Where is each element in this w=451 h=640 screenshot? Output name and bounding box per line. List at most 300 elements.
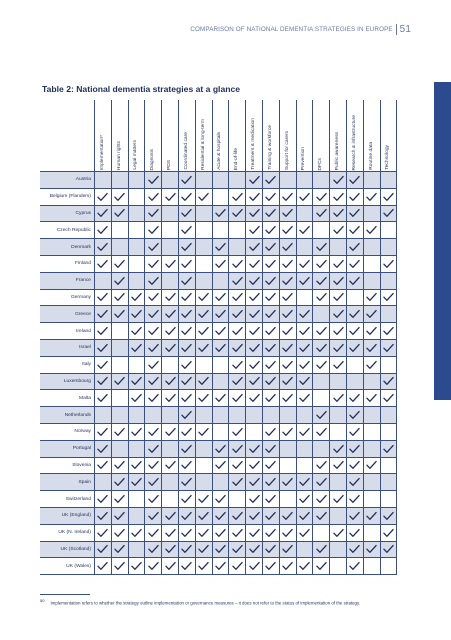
checkmark-icon bbox=[299, 343, 310, 353]
table-cell bbox=[94, 474, 111, 490]
table-cell bbox=[161, 206, 178, 222]
table-cell bbox=[111, 357, 128, 373]
checkmark-icon bbox=[316, 292, 327, 302]
table-row bbox=[40, 558, 397, 575]
checkmark-icon bbox=[131, 393, 142, 403]
checkmark-icon bbox=[97, 225, 108, 235]
table-cell bbox=[228, 441, 245, 457]
table-cell bbox=[363, 189, 380, 205]
checkmark-icon bbox=[333, 360, 344, 370]
table-cell bbox=[128, 558, 145, 574]
table-cell bbox=[228, 340, 245, 356]
table-cell bbox=[380, 474, 397, 490]
checkmark-icon bbox=[148, 259, 159, 269]
country-name: Czech Republic bbox=[56, 227, 91, 233]
column-header-label: End-of-life bbox=[234, 147, 240, 170]
checkmark-icon bbox=[215, 561, 226, 571]
checkmark-icon bbox=[333, 225, 344, 235]
table-cell bbox=[296, 508, 313, 524]
table-cell bbox=[195, 491, 212, 507]
table-cell bbox=[228, 424, 245, 440]
table-cell bbox=[329, 340, 346, 356]
table-cell bbox=[346, 340, 363, 356]
table-cell bbox=[161, 256, 178, 272]
table-cell bbox=[161, 558, 178, 574]
table-cell bbox=[195, 374, 212, 390]
table-cell bbox=[111, 189, 128, 205]
table-cell bbox=[144, 525, 161, 541]
checkmark-icon bbox=[366, 192, 377, 202]
checkmark-icon bbox=[383, 259, 394, 269]
country-name: UK (Scotland) bbox=[60, 546, 91, 552]
table-cell bbox=[279, 542, 296, 558]
table-cell bbox=[329, 239, 346, 255]
checkmark-icon bbox=[181, 225, 192, 235]
table-row bbox=[40, 407, 397, 424]
checkmark-icon bbox=[316, 494, 327, 504]
table-cell bbox=[245, 306, 262, 322]
table-cell bbox=[144, 206, 161, 222]
checkmark-icon bbox=[215, 494, 226, 504]
checkmark-icon bbox=[349, 259, 360, 269]
table-cell bbox=[346, 407, 363, 423]
table-cell bbox=[262, 491, 279, 507]
table-cell bbox=[128, 441, 145, 457]
table-cell bbox=[312, 525, 329, 541]
table-cell bbox=[312, 441, 329, 457]
checkmark-icon bbox=[232, 343, 243, 353]
checkmark-icon bbox=[97, 511, 108, 521]
table-cell bbox=[212, 273, 229, 289]
checkmark-icon bbox=[265, 208, 276, 218]
table-cell bbox=[212, 323, 229, 339]
checkmark-icon bbox=[316, 561, 327, 571]
checkmark-icon bbox=[131, 477, 142, 487]
table-cell bbox=[111, 374, 128, 390]
checkmark-icon bbox=[97, 544, 108, 554]
table-cell bbox=[144, 390, 161, 406]
footnote-text: Implementation refers to whether the strategy outline implementation or governance measures – it does not refer to the status of implementation of the strategy. bbox=[50, 600, 361, 606]
checkmark-icon bbox=[232, 360, 243, 370]
checkmark-icon bbox=[366, 343, 377, 353]
checkmark-icon bbox=[181, 376, 192, 386]
table-cell bbox=[94, 340, 111, 356]
checkmark-icon bbox=[349, 242, 360, 252]
checkmark-icon bbox=[349, 494, 360, 504]
table-row bbox=[40, 323, 397, 340]
checkmark-icon bbox=[249, 460, 260, 470]
table-cell bbox=[312, 273, 329, 289]
table-cell bbox=[178, 558, 195, 574]
table-cell bbox=[161, 458, 178, 474]
table-cell bbox=[329, 273, 346, 289]
header-divider bbox=[396, 24, 397, 35]
table-cell bbox=[228, 558, 245, 574]
checkmark-icon bbox=[215, 292, 226, 302]
checkmark-icon bbox=[349, 511, 360, 521]
table-cell bbox=[128, 390, 145, 406]
checkmark-icon bbox=[265, 360, 276, 370]
table-cell bbox=[380, 323, 397, 339]
country-name: UK (England) bbox=[61, 513, 91, 519]
table-cell bbox=[178, 306, 195, 322]
table-cell bbox=[296, 458, 313, 474]
checkmark-icon bbox=[265, 444, 276, 454]
checkmark-icon bbox=[114, 259, 125, 269]
footnote bbox=[40, 598, 410, 605]
table-cell bbox=[178, 441, 195, 457]
table-cell bbox=[245, 525, 262, 541]
checkmark-icon bbox=[148, 192, 159, 202]
checkmark-icon bbox=[215, 259, 226, 269]
checkmark-icon bbox=[249, 561, 260, 571]
checkmark-icon bbox=[282, 360, 293, 370]
header-divider-line bbox=[329, 100, 330, 171]
table-cell bbox=[346, 558, 363, 574]
checkmark-icon bbox=[215, 208, 226, 218]
table-cell bbox=[380, 306, 397, 322]
checkmark-icon bbox=[383, 292, 394, 302]
table-cell bbox=[279, 407, 296, 423]
table-cell bbox=[262, 441, 279, 457]
checkmark-icon bbox=[333, 343, 344, 353]
table-cell bbox=[195, 290, 212, 306]
checkmark-icon bbox=[249, 343, 260, 353]
table-cell bbox=[144, 357, 161, 373]
checkmark-icon bbox=[198, 192, 209, 202]
table-cell bbox=[363, 206, 380, 222]
checkmark-icon bbox=[282, 292, 293, 302]
header-divider-line bbox=[279, 100, 280, 171]
checkmark-icon bbox=[282, 309, 293, 319]
checkmark-icon bbox=[299, 360, 310, 370]
checkmark-icon bbox=[383, 376, 394, 386]
checkmark-icon bbox=[299, 259, 310, 269]
table-cell bbox=[363, 458, 380, 474]
table-cell bbox=[111, 172, 128, 188]
checkmark-icon bbox=[282, 276, 293, 286]
checkmark-icon bbox=[97, 393, 108, 403]
table-cell bbox=[161, 357, 178, 373]
checkmark-icon bbox=[316, 208, 327, 218]
checkmark-icon bbox=[148, 427, 159, 437]
checkmark-icon bbox=[165, 326, 176, 336]
table-cell bbox=[212, 441, 229, 457]
table-cell bbox=[195, 558, 212, 574]
checkmark-icon bbox=[181, 326, 192, 336]
table-cell bbox=[212, 525, 229, 541]
table-cell bbox=[178, 458, 195, 474]
table-cell bbox=[212, 172, 229, 188]
table-cell bbox=[312, 374, 329, 390]
table-cell bbox=[212, 290, 229, 306]
checkmark-icon bbox=[97, 528, 108, 538]
checkmark-icon bbox=[299, 393, 310, 403]
table-cell bbox=[178, 374, 195, 390]
checkmark-icon bbox=[316, 192, 327, 202]
country-name: Malta bbox=[79, 395, 91, 401]
table-cell bbox=[228, 239, 245, 255]
checkmark-icon bbox=[232, 460, 243, 470]
checkmark-icon bbox=[366, 225, 377, 235]
table-cell bbox=[195, 206, 212, 222]
table-cell bbox=[111, 474, 128, 490]
table-cell bbox=[279, 256, 296, 272]
table-cell bbox=[346, 525, 363, 541]
table-cell bbox=[346, 424, 363, 440]
table-cell bbox=[144, 542, 161, 558]
checkmark-icon bbox=[299, 225, 310, 235]
row-end-border bbox=[396, 172, 397, 188]
checkmark-icon bbox=[249, 225, 260, 235]
table-cell bbox=[161, 441, 178, 457]
table-cell bbox=[329, 558, 346, 574]
checkmark-icon bbox=[181, 208, 192, 218]
table-cell bbox=[128, 256, 145, 272]
table-cell bbox=[128, 374, 145, 390]
table-cell bbox=[195, 474, 212, 490]
table-cell bbox=[128, 525, 145, 541]
table-cell bbox=[111, 390, 128, 406]
table-cell bbox=[329, 508, 346, 524]
table-cell bbox=[363, 172, 380, 188]
table-cell bbox=[212, 357, 229, 373]
checkmark-icon bbox=[265, 225, 276, 235]
table-cell bbox=[312, 189, 329, 205]
checkmark-icon bbox=[97, 208, 108, 218]
table-cell bbox=[363, 357, 380, 373]
column-header bbox=[245, 100, 262, 170]
checkmark-icon bbox=[265, 494, 276, 504]
table-cell bbox=[262, 323, 279, 339]
checkmark-icon bbox=[232, 477, 243, 487]
checkmark-icon bbox=[232, 561, 243, 571]
table-cell bbox=[312, 206, 329, 222]
table-cell bbox=[279, 474, 296, 490]
table-cell bbox=[245, 458, 262, 474]
row-end-border bbox=[396, 206, 397, 222]
checkmark-icon bbox=[181, 460, 192, 470]
checkmark-icon bbox=[383, 192, 394, 202]
table-cell bbox=[144, 474, 161, 490]
checkmark-icon bbox=[349, 208, 360, 218]
table-cell bbox=[111, 458, 128, 474]
table-cell bbox=[329, 374, 346, 390]
table-cell bbox=[363, 323, 380, 339]
table-cell bbox=[312, 306, 329, 322]
table-cell bbox=[296, 306, 313, 322]
table-cell bbox=[128, 306, 145, 322]
table-cell bbox=[279, 306, 296, 322]
table-row bbox=[40, 256, 397, 273]
checkmark-icon bbox=[232, 444, 243, 454]
table-cell bbox=[195, 172, 212, 188]
table-cell bbox=[228, 474, 245, 490]
checkmark-icon bbox=[97, 360, 108, 370]
checkmark-icon bbox=[265, 175, 276, 185]
table-cell bbox=[380, 290, 397, 306]
table-cell bbox=[380, 256, 397, 272]
checkmark-icon bbox=[232, 511, 243, 521]
table-cell bbox=[178, 222, 195, 238]
table-cell bbox=[144, 306, 161, 322]
table-cell bbox=[312, 290, 329, 306]
table-cell bbox=[94, 189, 111, 205]
footnote-marker: 50 bbox=[40, 598, 45, 603]
strategy-table bbox=[40, 171, 397, 575]
header-divider-line bbox=[128, 100, 129, 171]
table-cell bbox=[329, 441, 346, 457]
table-cell bbox=[346, 357, 363, 373]
header-divider-line bbox=[144, 100, 145, 171]
checkmark-icon bbox=[265, 528, 276, 538]
table-cell bbox=[228, 390, 245, 406]
table-cell bbox=[262, 222, 279, 238]
table-cell bbox=[312, 474, 329, 490]
checkmark-icon bbox=[97, 259, 108, 269]
header-divider-line bbox=[296, 100, 297, 171]
table-cell bbox=[262, 407, 279, 423]
table-row bbox=[40, 290, 397, 307]
checkmark-icon bbox=[148, 460, 159, 470]
checkmark-icon bbox=[299, 309, 310, 319]
checkmark-icon bbox=[215, 393, 226, 403]
table-cell bbox=[279, 189, 296, 205]
table-cell bbox=[128, 273, 145, 289]
table-cell bbox=[195, 273, 212, 289]
table-cell bbox=[212, 390, 229, 406]
checkmark-icon bbox=[181, 561, 192, 571]
checkmark-icon bbox=[232, 276, 243, 286]
table-cell bbox=[178, 424, 195, 440]
table-cell bbox=[329, 474, 346, 490]
row-end-border bbox=[396, 340, 397, 356]
table-cell bbox=[363, 390, 380, 406]
column-header bbox=[296, 100, 313, 170]
table-row bbox=[40, 222, 397, 239]
table-cell bbox=[212, 424, 229, 440]
table-cell bbox=[245, 189, 262, 205]
column-header-label: Coordinated care bbox=[183, 132, 189, 170]
table-cell bbox=[296, 206, 313, 222]
table-cell bbox=[144, 374, 161, 390]
table-cell bbox=[161, 407, 178, 423]
table-cell bbox=[94, 273, 111, 289]
checkmark-icon bbox=[265, 292, 276, 302]
table-cell bbox=[161, 424, 178, 440]
table-cell bbox=[178, 525, 195, 541]
table-cell bbox=[94, 256, 111, 272]
table-cell bbox=[212, 542, 229, 558]
table-cell bbox=[262, 424, 279, 440]
column-header-label: Legal matters bbox=[133, 140, 139, 170]
checkmark-icon bbox=[198, 544, 209, 554]
checkmark-icon bbox=[232, 326, 243, 336]
table-row bbox=[40, 525, 397, 542]
table-cell bbox=[128, 222, 145, 238]
checkmark-icon bbox=[299, 511, 310, 521]
table-cell bbox=[363, 491, 380, 507]
checkmark-icon bbox=[181, 175, 192, 185]
checkmark-icon bbox=[333, 528, 344, 538]
checkmark-icon bbox=[316, 477, 327, 487]
checkmark-icon bbox=[148, 511, 159, 521]
table-cell bbox=[195, 441, 212, 457]
checkmark-icon bbox=[349, 561, 360, 571]
table-cell bbox=[94, 357, 111, 373]
table-cell bbox=[212, 239, 229, 255]
row-end-border bbox=[396, 458, 397, 474]
header-divider-line bbox=[312, 100, 313, 171]
checkmark-icon bbox=[148, 326, 159, 336]
checkmark-icon bbox=[265, 309, 276, 319]
column-header bbox=[279, 100, 296, 170]
table-cell bbox=[212, 189, 229, 205]
checkmark-icon bbox=[366, 326, 377, 336]
checkmark-icon bbox=[198, 393, 209, 403]
checkmark-icon bbox=[282, 393, 293, 403]
row-end-border bbox=[396, 407, 397, 423]
table-cell bbox=[228, 508, 245, 524]
checkmark-icon bbox=[97, 427, 108, 437]
checkmark-icon bbox=[181, 393, 192, 403]
checkmark-icon bbox=[131, 326, 142, 336]
table-cell bbox=[346, 323, 363, 339]
table-cell bbox=[296, 542, 313, 558]
checkmark-icon bbox=[249, 376, 260, 386]
checkmark-icon bbox=[148, 175, 159, 185]
table-cell bbox=[296, 172, 313, 188]
checkmark-icon bbox=[181, 511, 192, 521]
row-end-border bbox=[396, 273, 397, 289]
table-cell bbox=[111, 491, 128, 507]
table-cell bbox=[94, 390, 111, 406]
checkmark-icon bbox=[316, 511, 327, 521]
table-cell bbox=[346, 206, 363, 222]
table-cell bbox=[279, 374, 296, 390]
table-cell bbox=[279, 172, 296, 188]
table-cell bbox=[262, 290, 279, 306]
column-header-label: Residential & long-term bbox=[200, 119, 206, 170]
checkmark-icon bbox=[265, 242, 276, 252]
header-divider-line bbox=[262, 100, 263, 171]
table-cell bbox=[178, 273, 195, 289]
table-cell bbox=[312, 407, 329, 423]
table-cell bbox=[212, 491, 229, 507]
checkmark-icon bbox=[333, 175, 344, 185]
table-cell bbox=[245, 374, 262, 390]
table-cell bbox=[178, 508, 195, 524]
table-cell bbox=[128, 424, 145, 440]
table-cell bbox=[144, 491, 161, 507]
table-cell bbox=[111, 407, 128, 423]
table-cell bbox=[212, 340, 229, 356]
column-header bbox=[380, 100, 397, 170]
checkmark-icon bbox=[97, 242, 108, 252]
table-row bbox=[40, 206, 397, 223]
checkmark-icon bbox=[249, 309, 260, 319]
table-cell bbox=[195, 458, 212, 474]
table-cell bbox=[94, 323, 111, 339]
checkmark-icon bbox=[249, 444, 260, 454]
table-cell bbox=[380, 558, 397, 574]
checkmark-icon bbox=[165, 393, 176, 403]
table-cell bbox=[329, 390, 346, 406]
checkmark-icon bbox=[198, 427, 209, 437]
checkmark-icon bbox=[114, 528, 125, 538]
checkmark-icon bbox=[198, 561, 209, 571]
table-row bbox=[40, 491, 397, 508]
